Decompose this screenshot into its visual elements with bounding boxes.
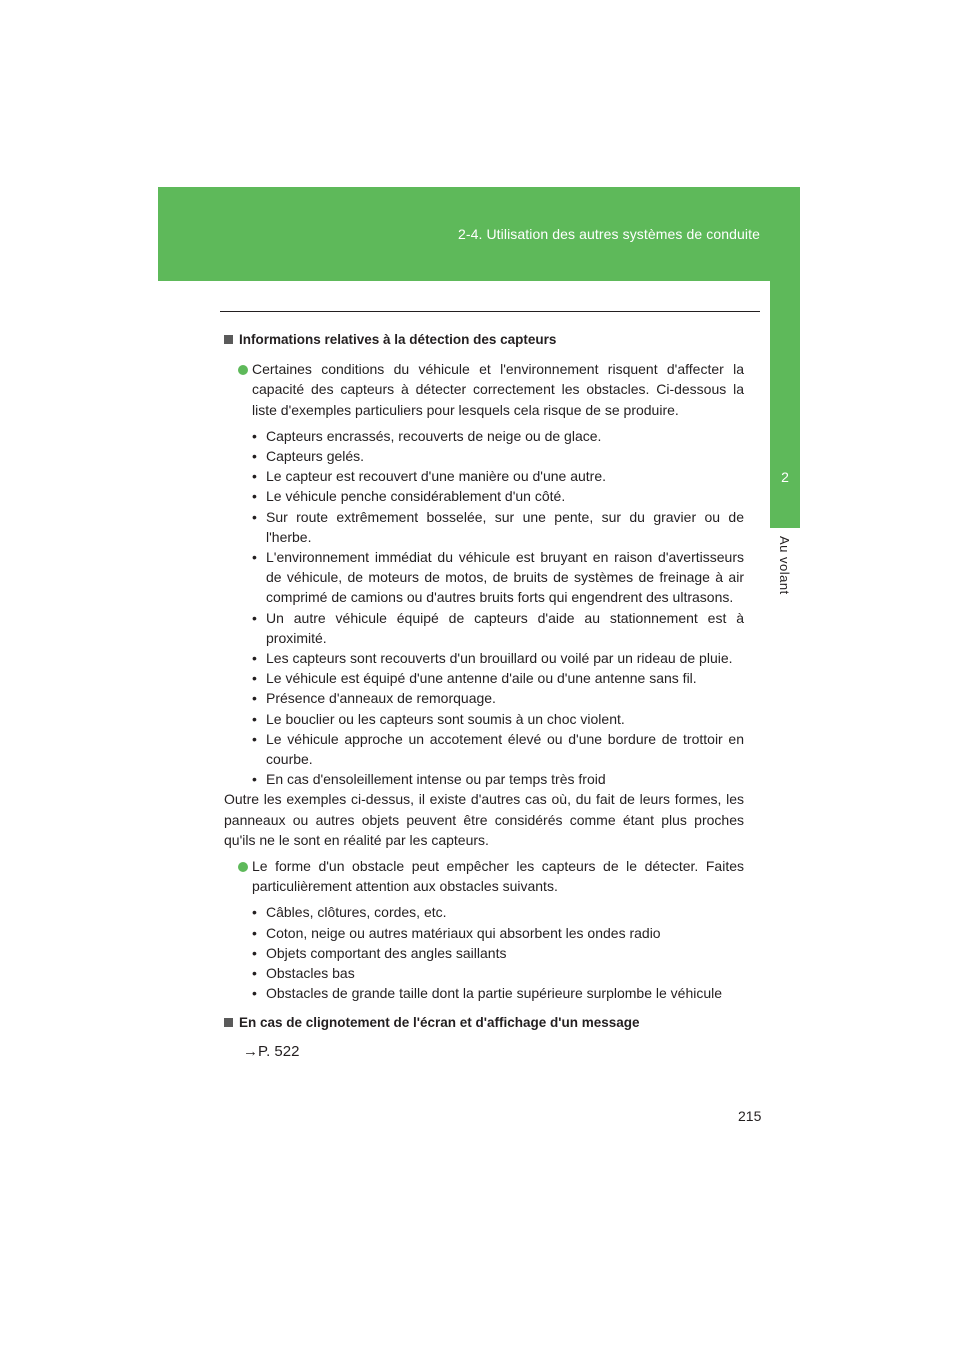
- list-item: • Obstacles de grande taille dont la partie supérieure surplombe le véhicule: [252, 985, 723, 1002]
- list-item: • Le véhicule approche un accotement élevé ou d'une bordure de trottoir en courbe.: [252, 730, 744, 768]
- list-item-text: Capteurs encrassés, recouverts de neige ou de glace.: [266, 427, 602, 444]
- list-item-text: Coton, neige ou autres matériaux qui absorbent les ondes radio: [266, 924, 661, 941]
- list-item-text: Le véhicule est équipé d'une antenne d'aile ou d'une antenne sans fil.: [266, 670, 697, 687]
- bullet-paragraph-text: Certaines conditions du véhicule et l'environnement risquent d'affecter la capacité des capteurs à détecter correctement les obstacles. Ci-dessous la liste d'exemples particuliers pour lesquels cela risque de se produire.: [252, 361, 744, 418]
- bullet-paragraph-text: Le forme d'un obstacle peut empêcher les capteurs de le détecter. Faites particulièrement attention aux obstacles suivants.: [252, 858, 744, 895]
- chapter-side-tab: [770, 281, 800, 528]
- list-item: • Câbles, clôtures, cordes, etc.: [252, 904, 447, 921]
- section-heading-text: Informations relatives à la détection des capteurs: [239, 332, 557, 347]
- list-item-text: Obstacles de grande taille dont la partie supérieure surplombe le véhicule: [266, 985, 723, 1002]
- page-content: [224, 330, 744, 1062]
- list-item-text: Un autre véhicule équipé de capteurs d'aide au stationnement est à proximité.: [266, 609, 744, 646]
- list-item-text: Sur route extrêmement bosselée, sur une pente, sur du gravier ou de l'herbe.: [266, 508, 744, 545]
- page-number: 215: [738, 1108, 762, 1124]
- list-item: • Les capteurs sont recouverts d'un brouillard ou voilé par un rideau de pluie.: [252, 650, 733, 667]
- circle-bullet-icon: [238, 862, 248, 872]
- list-item: • Objets comportant des angles saillants: [252, 944, 507, 961]
- condition-list: [252, 426, 744, 790]
- list-item: • L'environnement immédiat du véhicule est bruyant en raison d'avertisseurs de véhicule, de moteurs de motos, de bruits de systèmes de freinage à air comprimé de camions ou d'autres bruits forts qui engendrent des ultrasons.: [252, 549, 744, 606]
- list-item: • Obstacles bas: [252, 965, 355, 982]
- list-item-text: L'environnement immédiat du véhicule est bruyant en raison d'avertisseurs de véhicule, de moteurs de motos, de bruits de systèmes de freinage à air comprimé de camions ou d'autres bruits forts qui engendrent des ultrasons.: [266, 549, 744, 606]
- list-item-text: Objets comportant des angles saillants: [266, 944, 507, 961]
- list-item: • Le bouclier ou les capteurs sont soumis à un choc violent.: [252, 710, 625, 727]
- circle-bullet-icon: [238, 365, 248, 375]
- list-item-text: Câbles, clôtures, cordes, etc.: [266, 904, 447, 921]
- bullet-paragraph: [224, 856, 744, 896]
- list-item: • En cas d'ensoleillement intense ou par temps très froid: [252, 771, 606, 788]
- list-item: • Coton, neige ou autres matériaux qui absorbent les ondes radio: [252, 924, 661, 941]
- section-heading: [224, 330, 744, 350]
- obstacle-list: [252, 902, 744, 1003]
- list-item-text: Les capteurs sont recouverts d'un brouillard ou voilé par un rideau de pluie.: [266, 650, 733, 667]
- list-item-text: Obstacles bas: [266, 965, 355, 982]
- list-item-text: Présence d'anneaux de remorquage.: [266, 690, 496, 707]
- divider: [220, 311, 760, 312]
- square-bullet-icon: [224, 335, 233, 344]
- square-bullet-icon: [224, 1018, 233, 1027]
- bullet-paragraph: [224, 359, 744, 420]
- list-item: • Présence d'anneaux de remorquage.: [252, 690, 496, 707]
- list-item: • Capteurs gelés.: [252, 448, 365, 465]
- list-item-text: Le capteur est recouvert d'une manière ou d'une autre.: [266, 468, 607, 485]
- section-heading-text: En cas de clignotement de l'écran et d'affichage d'un message: [239, 1014, 640, 1030]
- list-item-text: Capteurs gelés.: [266, 448, 365, 465]
- list-item: • Capteurs encrassés, recouverts de neige ou de glace.: [252, 427, 602, 444]
- chapter-label: Au volant: [777, 536, 792, 595]
- list-item-text: Le véhicule penche considérablement d'un côté.: [266, 488, 566, 505]
- section-heading: [224, 1013, 744, 1033]
- list-item: • Le capteur est recouvert d'une manière ou d'une autre.: [252, 468, 607, 485]
- list-item-text: Le bouclier ou les capteurs sont soumis à un choc violent.: [266, 710, 625, 727]
- chapter-header-band: [158, 187, 800, 281]
- list-item: • Sur route extrêmement bosselée, sur une pente, sur du gravier ou de l'herbe.: [252, 508, 744, 545]
- list-item: • Le véhicule penche considérablement d'un côté.: [252, 488, 566, 505]
- outro-paragraph: Outre les exemples ci-dessus, il existe d'autres cas où, du fait de leurs formes, les panneaux ou autres objets peuvent être considérés comme étant plus proches qu'ils ne le sont en réalité par les capteurs.: [224, 791, 744, 848]
- section-title: 2-4. Utilisation des autres systèmes de conduite: [457, 226, 760, 242]
- list-item-text: Le véhicule approche un accotement élevé ou d'une bordure de trottoir en courbe.: [266, 730, 744, 768]
- list-item: • Le véhicule est équipé d'une antenne d'aile ou d'une antenne sans fil.: [252, 670, 697, 687]
- page-reference-link[interactable]: →P. 522: [243, 1042, 300, 1060]
- chapter-number: 2: [781, 469, 789, 485]
- list-item: • Un autre véhicule équipé de capteurs d'aide au stationnement est à proximité.: [252, 609, 744, 646]
- list-item-text: En cas d'ensoleillement intense ou par temps très froid: [266, 771, 606, 788]
